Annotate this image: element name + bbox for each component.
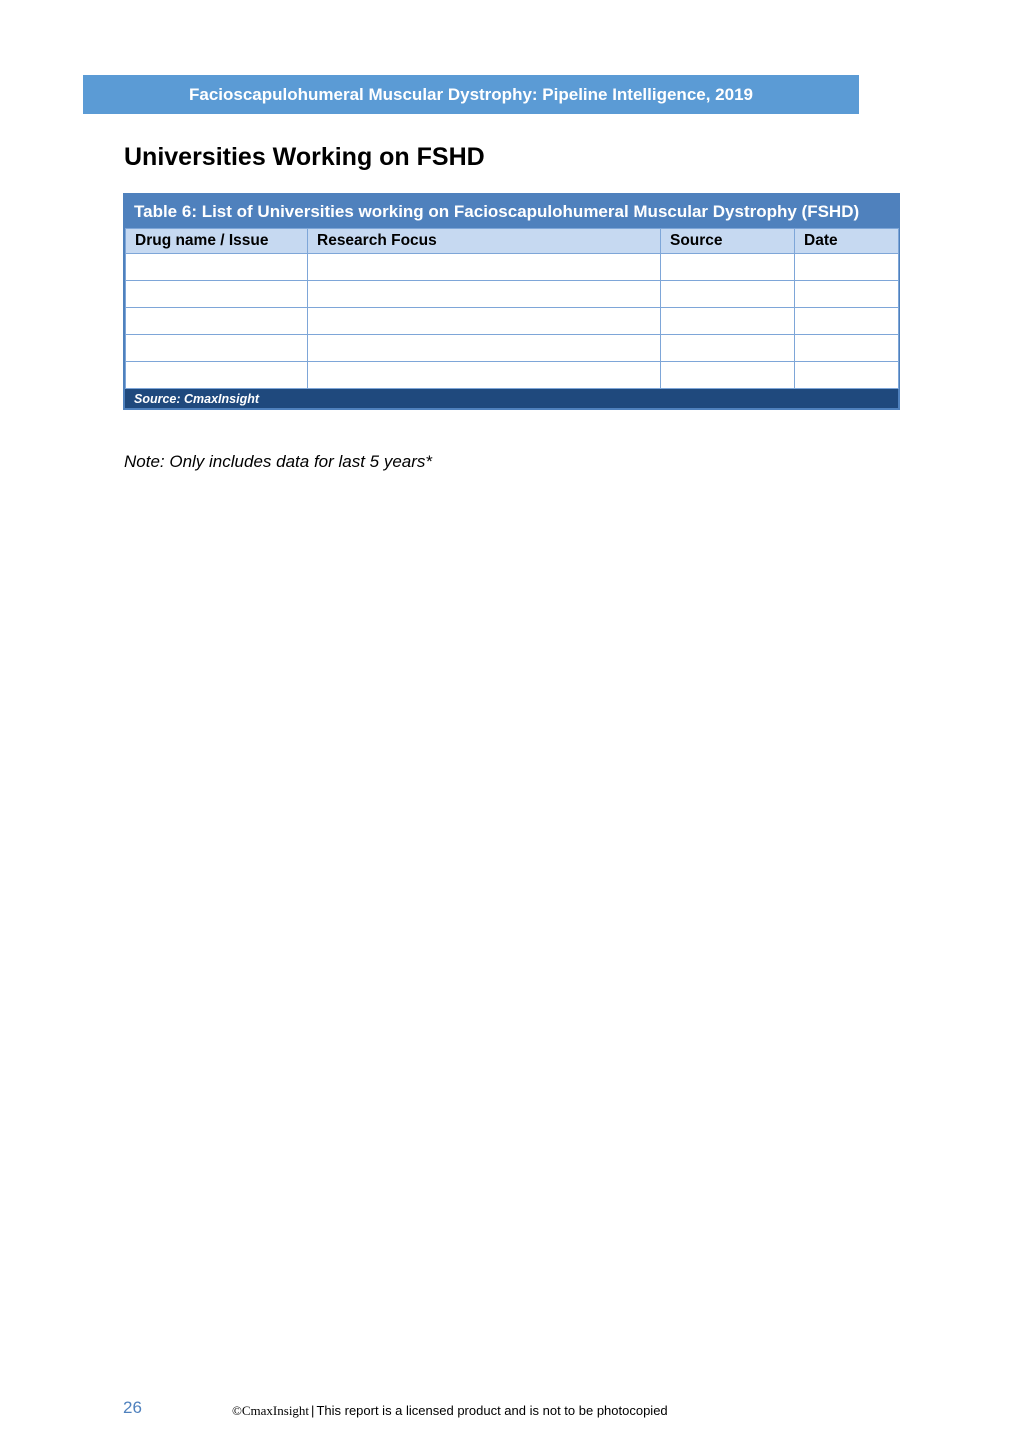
data-range-note: Note: Only includes data for last 5 years*: [124, 452, 433, 471]
table-cell: [795, 335, 899, 362]
column-header-source: Source: [661, 229, 795, 254]
page-footer: [0, 1398, 1023, 1424]
table-header-row: [126, 229, 899, 254]
table-cell: [308, 281, 661, 308]
table-cell: [126, 308, 308, 335]
universities-table: [123, 193, 900, 410]
table-cell: [795, 254, 899, 281]
page-number: 26: [123, 1398, 142, 1417]
table-row: [126, 281, 899, 308]
header-banner-text: Facioscapulohumeral Muscular Dystrophy: Pipeline Intelligence, 2019: [188, 84, 753, 104]
header-banner: [83, 75, 859, 114]
table-cell: [308, 254, 661, 281]
data-table: [125, 228, 899, 389]
footer-separator: |: [311, 1403, 315, 1418]
table-cell: [661, 308, 795, 335]
table-cell: [308, 362, 661, 389]
footer-license-line: [232, 1403, 668, 1419]
table-cell: [308, 335, 661, 362]
table-cell: [126, 281, 308, 308]
table-source-note: Source: CmaxInsight: [125, 389, 898, 408]
column-header-drug-name: Drug name / Issue: [126, 229, 308, 254]
table-cell: [126, 362, 308, 389]
table-cell: [126, 335, 308, 362]
table-cell: [661, 254, 795, 281]
table-cell: [661, 362, 795, 389]
table-row: [126, 362, 899, 389]
footer-license-text: This report is a licensed product and is not to be photocopied: [316, 1403, 668, 1418]
table-cell: [795, 362, 899, 389]
table-cell: [126, 254, 308, 281]
table-cell: [795, 308, 899, 335]
table-row: [126, 308, 899, 335]
table-cell: [308, 308, 661, 335]
table-cell: [661, 335, 795, 362]
table-row: [126, 254, 899, 281]
page-title: Universities Working on FSHD: [124, 143, 485, 171]
table-row: [126, 335, 899, 362]
table-caption: Table 6: List of Universities working on Facioscapulohumeral Muscular Dystrophy (FSHD): [125, 195, 898, 228]
table-cell: [795, 281, 899, 308]
table-cell: [661, 281, 795, 308]
footer-brand: ©CmaxInsight: [232, 1403, 310, 1418]
column-header-research-focus: Research Focus: [308, 229, 661, 254]
column-header-date: Date: [795, 229, 899, 254]
